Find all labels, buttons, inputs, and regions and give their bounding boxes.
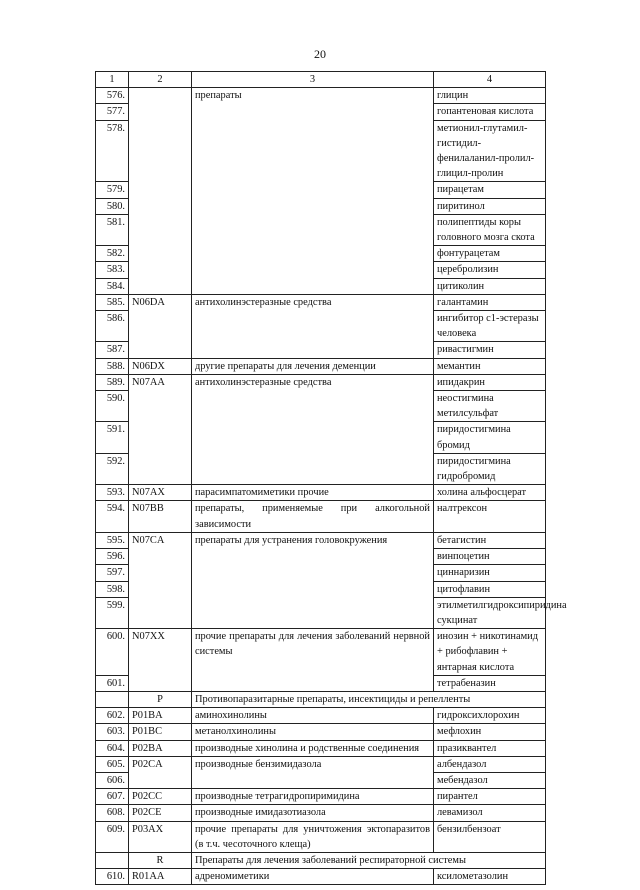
group-name: препараты для устранения головокружения [192, 532, 434, 628]
atc-code [129, 88, 192, 295]
atc-code: N07AA [129, 374, 192, 484]
drug-name: метионил-глутамил-гистидил-фенилаланил-пролил-глицил-пролин [434, 120, 546, 182]
row-number: 598. [96, 581, 129, 597]
atc-code: P02BA [129, 740, 192, 756]
table-row [96, 532, 546, 548]
drug-name: глицин [434, 88, 546, 104]
row-number: 597. [96, 565, 129, 581]
drug-name: мемантин [434, 358, 546, 374]
table-row [96, 358, 546, 374]
drug-name: циннаризин [434, 565, 546, 581]
table-row [96, 629, 546, 676]
row-number: 609. [96, 821, 129, 852]
row-number: 587. [96, 342, 129, 358]
drug-name: бетагистин [434, 532, 546, 548]
group-name: производные бензимидазола [192, 756, 434, 788]
row-number: 594. [96, 501, 129, 532]
row-number: 583. [96, 262, 129, 278]
group-name: другие препараты для лечения деменции [192, 358, 434, 374]
drug-name: празиквантел [434, 740, 546, 756]
column-header: 4 [434, 72, 546, 88]
drug-name: пирацетам [434, 182, 546, 198]
column-header: 2 [129, 72, 192, 88]
atc-code: N07BB [129, 501, 192, 532]
table-row [96, 805, 546, 821]
row-number: 585. [96, 294, 129, 310]
drug-name: левамизол [434, 805, 546, 821]
table-row [96, 789, 546, 805]
table-row [96, 294, 546, 310]
table-row [96, 708, 546, 724]
group-name: препараты [192, 88, 434, 295]
table-row [96, 869, 546, 885]
row-number: 591. [96, 422, 129, 453]
group-name: аминохинолины [192, 708, 434, 724]
atc-code: N07XX [129, 629, 192, 692]
drug-list-table [95, 71, 567, 885]
drug-name: пиридостигмина гидробромид [434, 453, 546, 484]
group-name: препараты, применяемые при алкогольной зависимости [192, 501, 434, 532]
section-title: Противопаразитарные препараты, инсектициды и репелленты [192, 691, 546, 707]
row-number: 608. [96, 805, 129, 821]
atc-code: N07AX [129, 485, 192, 501]
drug-name: налтрексон [434, 501, 546, 532]
row-number: 582. [96, 246, 129, 262]
drug-name: пиритинол [434, 198, 546, 214]
drug-name: ксилометазолин [434, 869, 546, 885]
section-row [96, 852, 546, 868]
row-number: 581. [96, 214, 129, 245]
row-number: 577. [96, 104, 129, 120]
section-title: Препараты для лечения заболеваний респираторной системы [192, 852, 546, 868]
section-row [96, 691, 546, 707]
table-row [96, 756, 546, 772]
table-row [96, 501, 546, 532]
drug-name: пирантел [434, 789, 546, 805]
row-number: 578. [96, 120, 129, 182]
table-row [96, 485, 546, 501]
drug-name: галантамин [434, 294, 546, 310]
drug-name: винпоцетин [434, 549, 546, 565]
page-number: 20 [314, 47, 326, 61]
row-number: 602. [96, 708, 129, 724]
drug-name: ингибитор с1-эстеразы человека [434, 311, 546, 342]
group-name: адреномиметики [192, 869, 434, 885]
row-number: 605. [96, 756, 129, 772]
drug-name: бензилбензоат [434, 821, 546, 852]
atc-code: P03AX [129, 821, 192, 852]
atc-code: P02CA [129, 756, 192, 788]
drug-name: мефлохин [434, 724, 546, 740]
drug-name: этилметилгидроксипиридина сукцинат [434, 597, 546, 628]
atc-code: P01BC [129, 724, 192, 740]
atc-code: N06DA [129, 294, 192, 358]
column-header: 1 [96, 72, 129, 88]
row-number: 593. [96, 485, 129, 501]
group-name: парасимпатомиметики прочие [192, 485, 434, 501]
row-number: 595. [96, 532, 129, 548]
row-number: 603. [96, 724, 129, 740]
row-number: 576. [96, 88, 129, 104]
column-header: 3 [192, 72, 434, 88]
group-name: производные имидазотиазола [192, 805, 434, 821]
row-number: 592. [96, 453, 129, 484]
table-row [96, 374, 546, 390]
atc-code: P01BA [129, 708, 192, 724]
drug-name: церебролизин [434, 262, 546, 278]
atc-code: R01AA [129, 869, 192, 885]
drug-name: пиридостигмина бромид [434, 422, 546, 453]
atc-code: N06DX [129, 358, 192, 374]
drug-name: албендазол [434, 756, 546, 772]
group-name: производные тетрагидропиримидина [192, 789, 434, 805]
section-empty-cell [96, 852, 129, 868]
section-empty-cell [96, 691, 129, 707]
group-name: производные хинолина и родственные соединения [192, 740, 434, 756]
drug-name: полипептиды коры головного мозга скота [434, 214, 546, 245]
section-letter: R [129, 852, 192, 868]
group-name: метанолхинолины [192, 724, 434, 740]
section-letter: P [129, 691, 192, 707]
table-row [96, 724, 546, 740]
drug-name: тетрабеназин [434, 675, 546, 691]
group-name: прочие препараты для уничтожения эктопаразитов (в т.ч. чесоточного клеща) [192, 821, 434, 852]
row-number: 589. [96, 374, 129, 390]
row-number: 607. [96, 789, 129, 805]
drug-name: ипидакрин [434, 374, 546, 390]
group-name: антихолинэстеразные средства [192, 294, 434, 358]
drug-name: мебендазол [434, 772, 546, 788]
drug-name: неостигмина метилсульфат [434, 391, 546, 422]
drug-name: ривастигмин [434, 342, 546, 358]
row-number: 590. [96, 391, 129, 422]
row-number: 588. [96, 358, 129, 374]
group-name: прочие препараты для лечения заболеваний нервной системы [192, 629, 434, 692]
row-number: 586. [96, 311, 129, 342]
row-number: 601. [96, 675, 129, 691]
row-number: 599. [96, 597, 129, 628]
row-number: 596. [96, 549, 129, 565]
row-number: 610. [96, 869, 129, 885]
row-number: 579. [96, 182, 129, 198]
drug-name: гидроксихлорохин [434, 708, 546, 724]
drug-name: холина альфосцерат [434, 485, 546, 501]
drug-name: гопантеновая кислота [434, 104, 546, 120]
row-number: 584. [96, 278, 129, 294]
group-name: антихолинэстеразные средства [192, 374, 434, 484]
drug-name: инозин + никотинамид + рибофлавин + янтарная кислота [434, 629, 546, 676]
atc-code: P02CC [129, 789, 192, 805]
table-header-row [96, 72, 546, 88]
row-number: 580. [96, 198, 129, 214]
table-row [96, 821, 546, 852]
atc-code: N07CA [129, 532, 192, 628]
row-number: 606. [96, 772, 129, 788]
drug-name: фонтурацетам [434, 246, 546, 262]
drug-name: цитофлавин [434, 581, 546, 597]
row-number: 600. [96, 629, 129, 676]
table-row [96, 88, 546, 104]
atc-code: P02CE [129, 805, 192, 821]
row-number: 604. [96, 740, 129, 756]
drug-name: цитиколин [434, 278, 546, 294]
table-row [96, 740, 546, 756]
